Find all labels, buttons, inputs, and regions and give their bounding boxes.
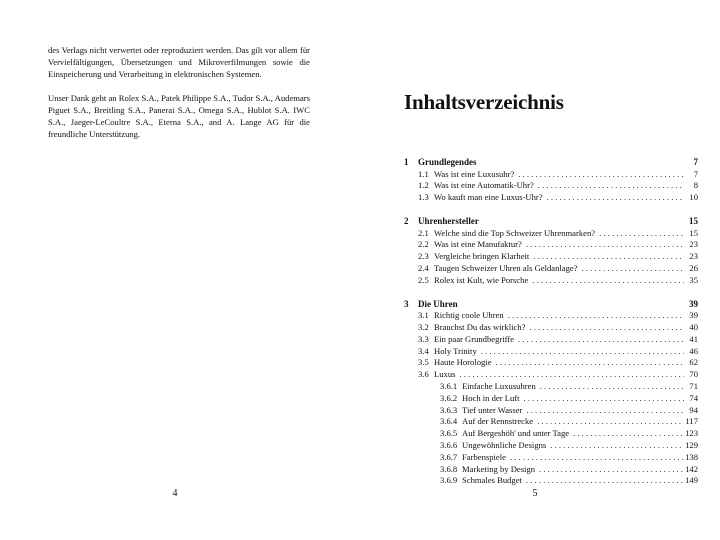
toc-entry-page: 70 (689, 369, 698, 380)
toc-entry-title: Holy Trinity (434, 345, 477, 356)
toc-entry-page: 123 (685, 428, 698, 439)
toc-dot-leader (522, 239, 684, 251)
toc-entry-page: 142 (685, 463, 698, 474)
toc-entry-page: 10 (689, 192, 698, 203)
toc-dot-leader (529, 251, 684, 263)
toc-section-entry[interactable] (404, 239, 698, 251)
toc-entry-title: Ungewöhnliche Designs (462, 439, 547, 450)
right-page (360, 0, 720, 540)
toc-entry-title: Auf der Rennstrecke (462, 416, 534, 427)
toc-entry-number: 1.3 (418, 192, 429, 203)
toc-entry-number: 3.3 (418, 333, 429, 344)
toc-chapter (404, 156, 698, 204)
toc-section-entry[interactable] (404, 263, 698, 275)
acknowledgement-paragraph: Unser Dank geht an Rolex S.A., Patek Philippe S.A., Tudor S.A., Audemars Piguet S.A., Breitling S.A., Panerai S.A., Omega S.A., Hublot S.A. IWC S.A., Jaeger-LeCoultre S.A., Eterna S.A., and A. Lange AG für die freundliche Unterstützung. (48, 93, 310, 139)
toc-entry-title: Richtig coole Uhren (434, 310, 504, 321)
toc-entry-title: Vergleiche bringen Klarheit (434, 251, 530, 262)
toc-dot-leader (455, 369, 684, 381)
toc-entry-number: 2.1 (418, 227, 429, 238)
toc-dot-leader (535, 464, 684, 476)
toc-entry-title: Brauchst Du das wirklich? (434, 321, 526, 332)
toc-entry-number: 3.6.5 (440, 428, 458, 439)
toc-entry-number: 3.6.4 (440, 416, 458, 427)
toc-chapter (404, 215, 698, 287)
toc-section-entry[interactable] (404, 357, 698, 369)
toc-entry-title: Marketing by Design (462, 463, 536, 474)
toc-entry-title: Taugen Schweizer Uhren als Geldanlage? (434, 262, 578, 273)
toc-dot-leader (514, 334, 684, 346)
toc-subsection-entry[interactable] (404, 428, 698, 440)
toc-entry-title: Farbenspiele (462, 451, 506, 462)
toc-dot-leader (520, 393, 684, 405)
toc-section-entry[interactable] (404, 169, 698, 181)
toc-subsection-entry[interactable] (404, 464, 698, 476)
toc-entry-title: Hoch in der Luft (462, 392, 520, 403)
toc-section-entry[interactable] (404, 310, 698, 322)
toc-entry-number: 3.6.3 (440, 404, 458, 415)
toc-entry-page: 23 (689, 239, 698, 250)
toc-entry-page: 71 (689, 380, 698, 391)
toc-entry-page: 94 (689, 404, 698, 415)
toc-entry-number: 2.5 (418, 274, 429, 285)
toc-section-entry[interactable] (404, 180, 698, 192)
toc-dot-leader (546, 440, 684, 452)
toc-entry-page: 138 (685, 451, 698, 462)
toc-dot-leader (522, 475, 684, 487)
toc-entry-title: Welche sind die Top Schweizer Uhrenmarken? (434, 227, 596, 238)
toc-section-entry[interactable] (404, 346, 698, 358)
toc-entry-page: 40 (689, 321, 698, 332)
toc-entry-title: Auf Bergeshöh' und unter Tage (462, 428, 570, 439)
left-page-text (48, 44, 310, 152)
table-of-contents (404, 156, 698, 498)
toc-entry-page: 129 (685, 439, 698, 450)
toc-entry-title: Ein paar Grundbegriffe (434, 333, 515, 344)
toc-entry-page: 62 (689, 357, 698, 368)
toc-entry-page: 15 (689, 227, 698, 238)
toc-entry-number: 3.6.9 (440, 475, 458, 486)
toc-dot-leader (504, 310, 684, 322)
toc-entry-number: 3.6.1 (440, 380, 458, 391)
toc-entry-title: Haute Horologie (434, 357, 492, 368)
toc-section-entry[interactable] (404, 275, 698, 287)
toc-entry-title: Grundlegendes (418, 157, 477, 167)
toc-chapter-heading[interactable] (404, 156, 698, 169)
toc-entry-page: 39 (689, 310, 698, 321)
toc-entry-page: 35 (689, 274, 698, 285)
toc-dot-leader (578, 263, 684, 275)
toc-entry-page: 149 (685, 475, 698, 486)
toc-dot-leader (477, 346, 684, 358)
toc-section-entry[interactable] (404, 251, 698, 263)
toc-entry-title: Schmales Budget (462, 475, 522, 486)
page-number-right: 5 (532, 488, 538, 499)
toc-entry-page: 46 (689, 345, 698, 356)
toc-entry-title: Tief unter Wasser (462, 404, 523, 415)
toc-dot-leader (533, 416, 684, 428)
toc-section-entry[interactable] (404, 192, 698, 204)
toc-chapter-heading[interactable] (404, 298, 698, 311)
toc-entry-page: 41 (689, 333, 698, 344)
copyright-paragraph: des Verlags nicht verwertet oder reproduziert werden. Das gilt vor allem für Vervielfältigungen, Übersetzungen und Mikroverfilmungen sowie die Einspeicherung und Verarbeitung in elektronischen Systemen. (48, 45, 310, 79)
toc-dot-leader (492, 357, 684, 369)
toc-entry-title: Was ist eine Manufaktur? (434, 239, 522, 250)
toc-dot-leader (506, 452, 684, 464)
toc-entry-title: Was ist eine Luxusuhr? (434, 168, 515, 179)
toc-dot-leader (534, 180, 684, 192)
toc-entry-page: 26 (689, 262, 698, 273)
toc-entry-number: 3.5 (418, 357, 429, 368)
page-number-left: 4 (172, 488, 178, 499)
toc-entry-page: 15 (689, 215, 698, 226)
toc-section-entry[interactable] (404, 228, 698, 240)
toc-entry-page: 7 (693, 168, 698, 179)
toc-entry-number: 3.2 (418, 321, 429, 332)
toc-subsection-entry[interactable] (404, 475, 698, 487)
toc-chapter-heading[interactable] (404, 215, 698, 228)
toc-subsection-entry[interactable] (404, 405, 698, 417)
toc-dot-leader (522, 405, 684, 417)
toc-entry-number: 3 (404, 298, 409, 309)
toc-dot-leader (569, 428, 684, 440)
toc-entry-number: 3.6.7 (440, 451, 458, 462)
toc-dot-leader (525, 322, 684, 334)
toc-entry-number: 2.3 (418, 251, 429, 262)
toc-section-entry[interactable] (404, 322, 698, 334)
toc-dot-leader (595, 228, 684, 240)
toc-entry-title: Rolex ist Kult, wie Porsche (434, 274, 529, 285)
toc-entry-number: 2.4 (418, 262, 429, 273)
toc-subsection-entry[interactable] (404, 440, 698, 452)
toc-entry-page: 7 (693, 157, 698, 167)
toc-entry-number: 2.2 (418, 239, 429, 250)
toc-entry-page: 117 (685, 416, 698, 427)
toc-entry-number: 3.6.2 (440, 392, 458, 403)
toc-dot-leader (514, 169, 684, 181)
toc-entry-number: 3.4 (418, 345, 429, 356)
toc-entry-number: 1 (404, 157, 409, 167)
toc-subsection-entry[interactable] (404, 416, 698, 428)
toc-entry-title: Einfache Luxusuhren (462, 380, 536, 391)
toc-entry-number: 3.6 (418, 369, 429, 380)
toc-entry-number: 3.6.6 (440, 439, 458, 450)
toc-entry-number: 1.2 (418, 180, 429, 191)
toc-entry-number: 3.6.8 (440, 463, 458, 474)
toc-entry-title: Wo kauft man eine Luxus-Uhr? (434, 192, 543, 203)
toc-entry-title: Was ist eine Automatik-Uhr? (434, 180, 534, 191)
toc-dot-leader (543, 192, 684, 204)
toc-entry-number: 2 (404, 215, 409, 226)
toc-subsection-entry[interactable] (404, 452, 698, 464)
toc-entry-page: 74 (689, 392, 698, 403)
toc-entry-number: 3.1 (418, 310, 429, 321)
toc-chapter (404, 298, 698, 488)
toc-subsection-entry[interactable] (404, 393, 698, 405)
toc-entry-title: Luxus (434, 369, 456, 380)
toc-subsection-entry[interactable] (404, 381, 698, 393)
toc-section-entry[interactable] (404, 369, 698, 381)
toc-entry-title: Die Uhren (418, 298, 458, 309)
toc-dot-leader (536, 381, 684, 393)
toc-title: Inhaltsverzeichnis (404, 90, 564, 114)
toc-entry-number: 1.1 (418, 168, 429, 179)
toc-entry-title: Uhrenhersteller (418, 215, 479, 226)
toc-section-entry[interactable] (404, 334, 698, 346)
toc-entry-page: 23 (689, 251, 698, 262)
toc-entry-page: 39 (689, 298, 698, 309)
toc-entry-page: 8 (693, 180, 698, 191)
toc-dot-leader (528, 275, 684, 287)
